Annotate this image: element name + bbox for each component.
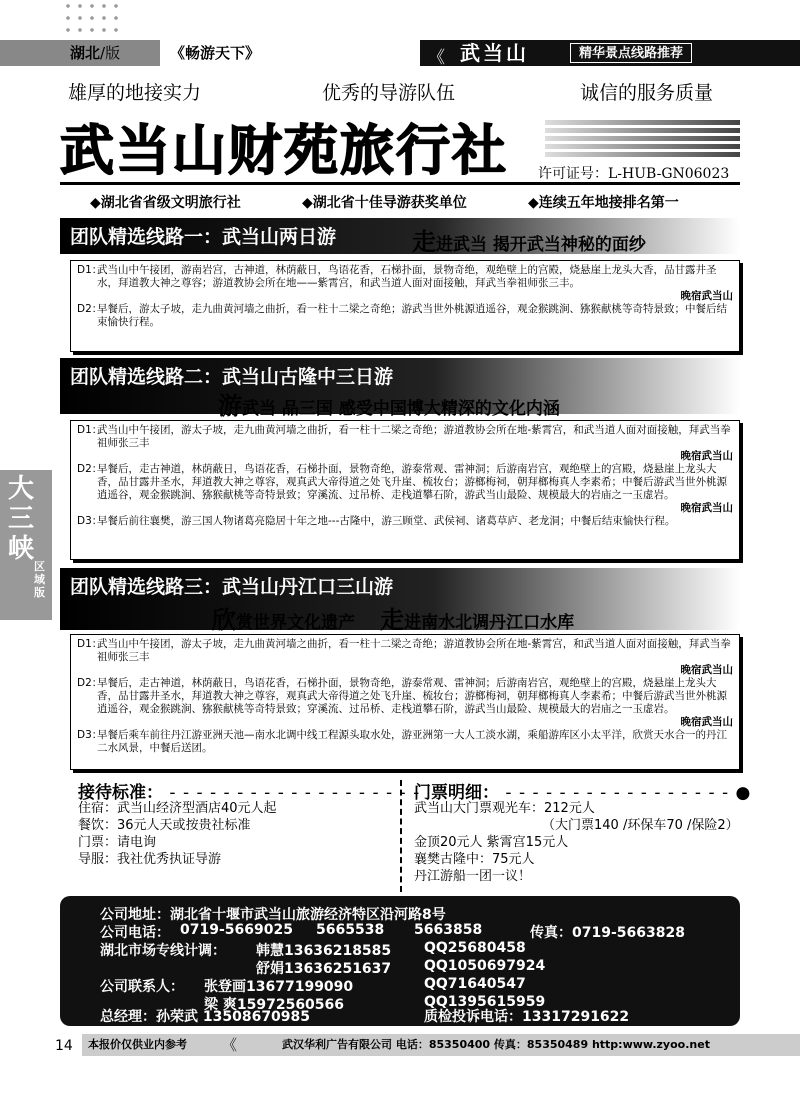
publisher-info: 武汉华利广告有限公司 电话：85350400 传真：85350489 http:www.zyoo.net [282, 1038, 710, 1051]
complaint-phone: 质检投诉电话：13317291622 [424, 1009, 630, 1025]
contact-box [60, 896, 740, 1026]
standards-heading: 接待标准： - - - - - - - - - - - - - - - - - - - [78, 783, 421, 803]
route-3-day-3 [77, 729, 733, 755]
qq-4: QQ1395615959 [424, 994, 546, 1010]
day-stay: 晚宿武当山 [680, 450, 733, 462]
standards-list [78, 800, 277, 868]
day-label: D1： [77, 424, 103, 436]
route-1-itinerary [70, 260, 740, 352]
chevron-left-icon: 《 [222, 1036, 238, 1054]
phone-row [100, 922, 740, 940]
phone-label: 公司电话： [100, 925, 170, 941]
featured-banner [420, 40, 800, 66]
route-3-tag-big-2: 走 [380, 605, 405, 634]
qq-1: QQ25680458 [424, 940, 526, 956]
day-text: 早餐后，走古神道，林荫蔽日，鸟语花香，石梯扑面，景物奇绝，游泰常观、雷神洞；后游南岩宫，观绝壁上的宫殿，烧悬崖上龙头大香，品甘露井圣水，拜道教大神之尊容，观真武大帝得道之处飞升崖、梳妆台；游榔梅祠，朝拜榔梅真人李素希；中餐后游武当世外桃源逍遥谷，观金猴跳涧、猕猴献桃等奇特景致；穿溪流、过吊桥、走栈道攀石阶，游武当山最险、规模最大的岩庙之一玉虚岩。 [97, 463, 727, 501]
route-3-title: 团队精选线路三：武当山丹江口三山游 [70, 576, 394, 598]
day-label: D3： [77, 515, 103, 527]
phone-1: 0719-5669025 [180, 922, 293, 938]
standard-item: 餐饮：36元人天或按贵社标准 [78, 818, 251, 833]
decorative-dots [62, 0, 122, 40]
page-number: 14 [55, 1038, 73, 1054]
license-number: 许可证号：L-HUB-GN06023 [538, 166, 730, 182]
phone-2: 5665538 [316, 922, 385, 938]
hotline-1: 韩慧13636218585 [256, 943, 392, 959]
day-label: D1： [77, 638, 103, 650]
route-2-day-2 [77, 463, 733, 515]
gm-row [100, 1006, 740, 1024]
tickets-list [414, 800, 739, 885]
region-label [0, 40, 160, 66]
route-3-tagline [212, 600, 574, 635]
day-stay: 晚宿武当山 [680, 716, 733, 728]
day-label: D2： [77, 677, 103, 689]
standards-heading-text: 接待标准： [78, 783, 163, 803]
tickets-heading-text: 门票明细： [414, 783, 499, 803]
route-1-day-2 [77, 303, 733, 329]
day-text: 武当山中午接团，游南岩宫，古神道，林荫蔽日，鸟语花香，石梯扑面，景物奇绝，观绝壁上的宫殿，烧悬崖上龙头大香，品甘露井圣水，拜道教大神之尊容；游道教协会所在地——紫霄宫，和武当道人面对面接触，拜武当拳祖师张三丰。 [97, 264, 717, 289]
day-text: 早餐后前往襄樊，游三国人物诸葛亮隐居十年之地---古隆中，游三顾堂、武侯祠、诸葛草庐、老龙洞；中餐后结束愉快行程。 [97, 515, 676, 527]
standard-item: 导服：我社优秀执证导游 [78, 852, 222, 867]
chevron-left-icon: 《 [428, 48, 445, 68]
route-2-day-3 [77, 515, 733, 528]
magazine-title: 《畅游天下》 [170, 44, 261, 62]
route-1-day-1 [77, 264, 733, 303]
standard-item: 住宿：武当山经济型酒店40元人起 [78, 801, 277, 816]
company-name: 武当山财苑旅行社 [60, 119, 508, 182]
contact-2: 梁 爽15972560566 [204, 997, 345, 1013]
route-1-tagline [412, 222, 646, 257]
mountain-title: 武当山 [460, 41, 529, 65]
ticket-item: 丹江游船一团一议！ [414, 869, 532, 884]
company-address: 公司地址：湖北省十堰市武当山旅游经济特区沿河路8号 [100, 907, 446, 923]
side-tab-subtitle: 区域版 [34, 560, 45, 599]
general-manager: 总经理：孙荣武 13508670985 [100, 1009, 311, 1025]
contact-1: 张登画13677199090 [204, 979, 354, 995]
route-3-tag-big: 欣 [212, 605, 236, 634]
hotline-2: 舒娟13636251637 [256, 961, 392, 977]
route-3-itinerary [70, 634, 740, 770]
route-2-tag-rest: 武当 品三国 感受中国博大精深的文化内涵 [242, 399, 560, 419]
decorative-stripes [545, 120, 740, 160]
day-text: 早餐后，游太子坡，走九曲黄河墙之曲折，看一柱十二梁之奇绝；游武当世外桃源逍遥谷，观金猴跳涧、猕猴献桃等奇特景致；中餐后结束愉快行程。 [97, 303, 727, 328]
route-2-tagline [218, 386, 560, 421]
route-3-day-1 [77, 638, 733, 677]
divider [60, 182, 740, 185]
day-text: 武当山中午接团，游太子坡，走九曲黄河墙之曲折，看一柱十二梁之奇绝；游道教协会所在地-紫霄宫，和武当道人面对面接触，拜武当拳祖师张三丰 [97, 638, 731, 663]
slogan-2: 优秀的导游队伍 [322, 82, 456, 104]
day-stay: 晚宿武当山 [680, 502, 733, 514]
qq-2: QQ1050697924 [424, 958, 546, 974]
day-label: D3： [77, 729, 103, 741]
day-label: D2： [77, 463, 103, 475]
day-text: 早餐后乘车前往丹江游亚洲天池—南水北调中线工程源头取水处，游亚洲第一大人工淡水湖，乘船游库区小太平洋，欣赏天水合一的丹江二水风景，中餐后送团。 [97, 729, 727, 754]
ticket-item: 武当山大门票观光车：212元人 [414, 801, 595, 816]
standard-item: 门票：请电询 [78, 835, 157, 850]
footer-note: 本报价仅供业内参考 [88, 1038, 187, 1051]
route-3-day-2 [77, 677, 733, 729]
route-1-title: 团队精选线路一：武当山两日游 [70, 226, 337, 248]
region-suffix: /版 [100, 44, 121, 62]
tickets-heading: 门票明细： - - - - - - - - - - - - - - - - - ● [414, 783, 752, 803]
region-name: 湖北 [70, 44, 101, 62]
side-tab [0, 470, 52, 620]
slogan-3: 诚信的服务质量 [580, 82, 714, 104]
route-2-tag-big: 游 [218, 391, 242, 420]
hotline-label: 湖北市场专线计调： [100, 943, 226, 959]
footer-bar [82, 1034, 800, 1056]
day-label: D1： [77, 264, 103, 276]
day-text: 武当山中午接团，游太子坡，走九曲黄河墙之曲折，看一柱十二梁之奇绝；游道教协会所在地-紫霄宫，和武当道人面对面接触，拜武当拳祖师张三丰 [97, 424, 731, 449]
day-label: D2： [77, 303, 103, 315]
phone-3: 5663858 [414, 922, 483, 938]
day-stay: 晚宿武当山 [680, 290, 733, 302]
route-2-itinerary [70, 420, 740, 560]
ticket-item: （大门票140 /环保车70 /保险2） [542, 818, 739, 833]
route-1-tag-big: 走 [412, 227, 436, 256]
honor-3: ◆连续五年地接排名第一 [528, 195, 679, 211]
day-text: 早餐后，走古神道，林荫蔽日，鸟语花香，石梯扑面，景物奇绝，游泰常观、雷神洞；后游南岩宫，观绝壁上的宫殿，烧悬崖上龙头大香，品甘露井圣水，拜道教大神之尊容，观真武大帝得道之处飞升崖、梳妆台；游榔梅祠，朝拜榔梅真人李素希；中餐后游武当世外桃源逍遥谷，观金猴跳涧、猕猴献桃等奇特景致；穿溪流、过吊桥、走栈道攀石阶，游武当山最险、规模最大的岩庙之一玉虚岩。 [97, 677, 727, 715]
route-1-tag-rest: 进武当 揭开武当神秘的面纱 [436, 235, 646, 255]
side-tab-title: 大三峡 [8, 474, 35, 564]
qq-3: QQ71640547 [424, 976, 526, 992]
featured-tag: 精华景点线路推荐 [570, 43, 692, 63]
fax: 传真：0719-5663828 [530, 925, 685, 941]
slogan-1: 雄厚的地接实力 [68, 82, 202, 104]
day-stay: 晚宿武当山 [680, 664, 733, 676]
contacts-label: 公司联系人： [100, 979, 184, 995]
route-3-tag-rest-2: 进南水北调丹江口水库 [404, 613, 575, 633]
ticket-item: 金顶20元人 紫霄宫15元人 [414, 835, 569, 850]
honor-1: ◆湖北省省级文明旅行社 [90, 195, 241, 211]
column-divider [400, 780, 402, 892]
slogans [0, 78, 800, 104]
route-2-title: 团队精选线路二：武当山古隆中三日游 [70, 366, 394, 388]
route-2-day-1 [77, 424, 733, 463]
page-header [0, 40, 800, 66]
route-3-tag-rest: 赏世界文化遗产 [236, 613, 355, 633]
ticket-item: 襄樊古隆中：75元人 [414, 852, 535, 867]
honor-2: ◆湖北省十佳导游获奖单位 [302, 195, 467, 211]
hotline-rows [100, 940, 740, 976]
